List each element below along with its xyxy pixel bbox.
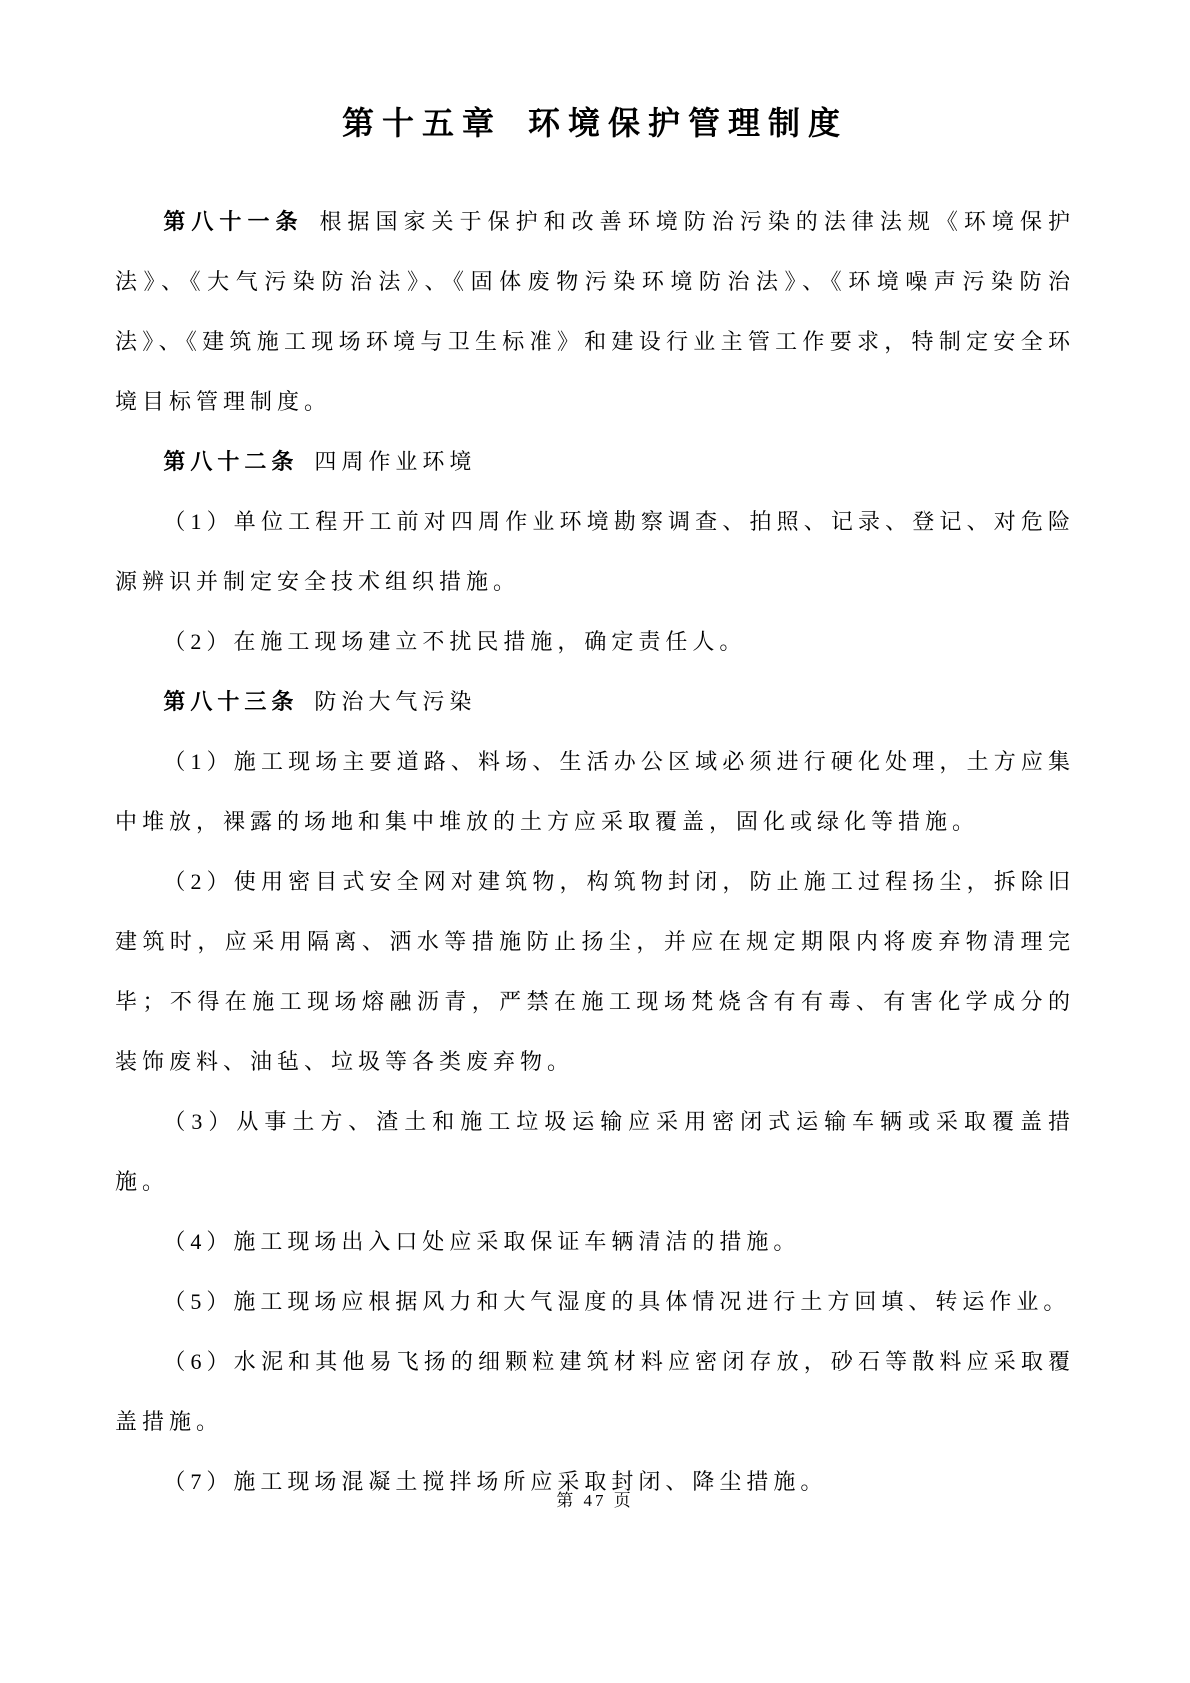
chapter-number: 第十五章 [341, 105, 502, 141]
paragraph-text: （5）施工现场应根据风力和大气湿度的具体情况进行土方回填、转运作业。 [163, 1289, 1071, 1314]
chapter-name: 环境保护管理制度 [528, 105, 849, 141]
paragraph-text: （3）从事土方、渣土和施工垃圾运输应采用密闭式运输车辆或采取覆盖措施。 [115, 1109, 1075, 1194]
article-number: 第八十一条 [163, 209, 304, 234]
chapter-title [115, 0, 1075, 146]
paragraph-article-83 [115, 672, 1075, 732]
article-number: 第八十二条 [163, 449, 299, 474]
paragraph-text: （1）单位工程开工前对四周作业环境勘察调查、拍照、记录、登记、对危险源辨识并制定安全技术组织措施。 [115, 509, 1075, 594]
paragraph-item [115, 1092, 1075, 1212]
document-body [115, 192, 1075, 1512]
paragraph-item [115, 1332, 1075, 1452]
paragraph-item [115, 1272, 1075, 1332]
paragraph-text: （7）施工现场混凝土搅拌场所应采取封闭、降尘措施。 [163, 1469, 828, 1494]
paragraph-text: 防治大气污染 [314, 689, 477, 714]
paragraph-text: （1）施工现场主要道路、料场、生活办公区域必须进行硬化处理，土方应集中堆放，裸露的场地和集中堆放的土方应采取覆盖，固化或绿化等措施。 [115, 749, 1075, 834]
page-number-text: 第 47 页 [556, 1491, 634, 1510]
paragraph-text: （2）在施工现场建立不扰民措施，确定责任人。 [163, 629, 747, 654]
paragraph-item [115, 1212, 1075, 1272]
paragraph-item [115, 492, 1075, 612]
article-number: 第八十三条 [163, 689, 299, 714]
paragraph-article-81 [115, 192, 1075, 432]
paragraph-item [115, 732, 1075, 852]
paragraph-item [115, 852, 1075, 1092]
paragraph-text: 四周作业环境 [314, 449, 477, 474]
paragraph-article-82 [115, 432, 1075, 492]
paragraph-text: 根据国家关于保护和改善环境防治污染的法律法规《环境保护法》、《大气污染防治法》、《固体废物污染环境防治法》、《环境噪声污染防治法》、《建筑施工现场环境与卫生标准》和建设行业主管工作要求，特制定安全环境目标管理制度。 [115, 209, 1075, 414]
paragraph-text: （2）使用密目式安全网对建筑物，构筑物封闭，防止施工过程扬尘，拆除旧建筑时，应采用隔离、洒水等措施防止扬尘，并应在规定期限内将废弃物清理完毕；不得在施工现场熔融沥青，严禁在施工现场梵烧含有有毒、有害化学成分的装饰废料、油毡、垃圾等各类废弃物。 [115, 869, 1075, 1074]
paragraph-item [115, 612, 1075, 672]
page-number [0, 1486, 1190, 1511]
paragraph-text: （4）施工现场出入口处应采取保证车辆清洁的措施。 [163, 1229, 801, 1254]
paragraph-text: （6）水泥和其他易飞扬的细颗粒建筑材料应密闭存放，砂石等散料应采取覆盖措施。 [115, 1349, 1075, 1434]
